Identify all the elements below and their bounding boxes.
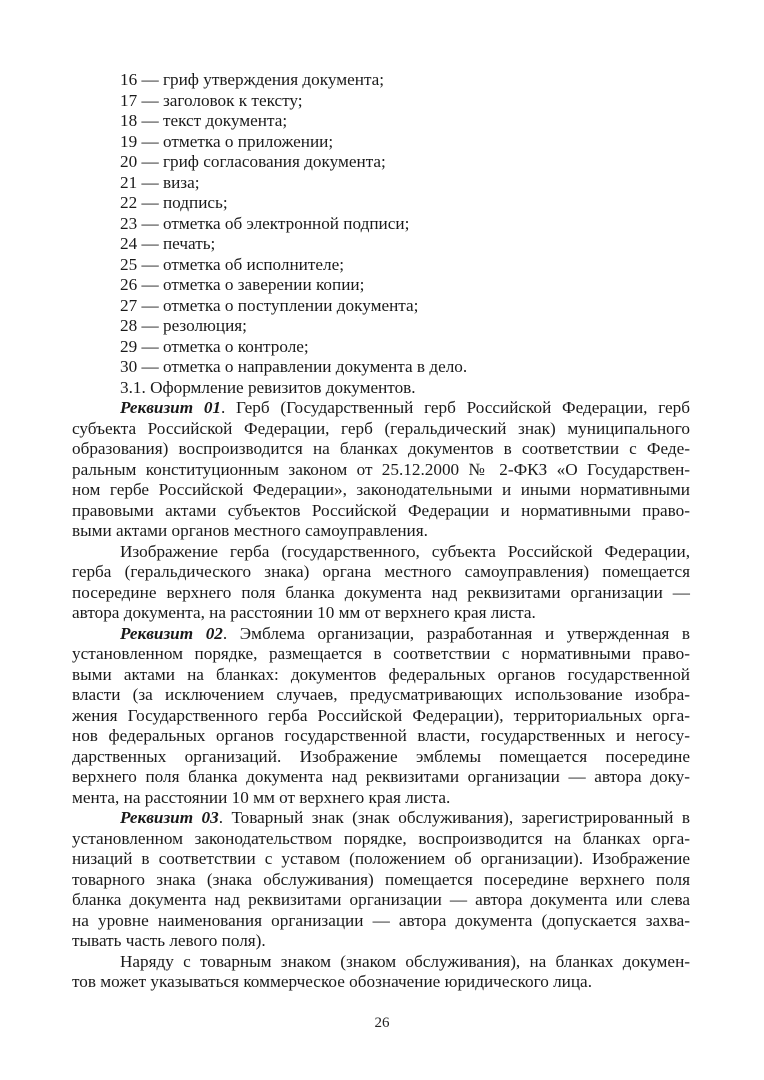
line-text: . Товарный знак (знак обслуживания), зарегистрированный в <box>218 808 690 827</box>
paragraph-line: нов федеральных органов государственной власти, государственных и негосу- <box>72 726 690 745</box>
item-text: отметка о приложении; <box>162 131 334 151</box>
item-text: отметка об электронной подписи; <box>162 213 410 233</box>
paragraph-line <box>72 398 690 419</box>
list-item: 16 — гриф утверждения документа; <box>120 70 385 89</box>
item-number: 30 <box>120 357 138 376</box>
item-text: отметка об исполнителе; <box>162 254 344 274</box>
paragraph-line: низаций в соответствии с уставом (положением об организации). Изображение <box>72 849 690 868</box>
requisite-label: Реквизит 01 <box>120 398 222 417</box>
item-text: гриф утверждения документа; <box>162 70 385 89</box>
paragraph-line: ральным конституционным законом от 25.12.2000 № 2-ФКЗ «О Государствен- <box>72 459 690 479</box>
item-number: 26 <box>120 275 138 294</box>
section-heading: 3.1. Оформление ревизитов документов. <box>120 377 416 397</box>
page-body <box>72 70 690 993</box>
item-text: текст документа; <box>162 111 288 130</box>
paragraph-line: Изображение герба (государственного, субъекта Российской Федерации, <box>120 541 690 561</box>
list-item: 24 — печать; <box>120 234 216 253</box>
item-text: виза; <box>162 172 200 192</box>
list-item: 23 — отметка об электронной подписи; <box>120 213 410 233</box>
list-item: 26 — отметка о заверении копии; <box>120 275 365 294</box>
list-item: 25 — отметка об исполнителе; <box>120 254 344 274</box>
paragraph-line <box>72 808 690 829</box>
item-number: 17 <box>120 90 138 110</box>
item-number: 16 <box>120 70 138 89</box>
paragraph-line: на уровне наименования организации — автора документа (допускается захва- <box>72 910 690 930</box>
line-text: . Эмблема организации, разработанная и утвержденная в <box>222 623 690 643</box>
paragraph-line: субъекта Российской Федерации, герб (геральдический знак) муниципального <box>72 418 690 438</box>
paragraph-line: власти (за исключением случаев, предусматривающих использование изобра- <box>72 685 690 704</box>
item-number: 24 <box>120 234 138 253</box>
paragraph-coat-of-arms-image <box>72 542 690 624</box>
list-item: 21 — виза; <box>120 172 200 192</box>
paragraph-line: Наряду с товарным знаком (знаком обслуживания), на бланках докумен- <box>120 951 690 971</box>
item-number: 21 <box>120 172 138 192</box>
item-number: 19 <box>120 131 138 151</box>
paragraph-line: посередине верхнего поля бланка документа над реквизитами организации — <box>72 582 690 602</box>
list-item: 17 — заголовок к тексту; <box>120 90 303 110</box>
item-text: отметка о поступлении документа; <box>162 295 419 315</box>
paragraph-line: образования) воспроизводится на бланках документов в соответствии с Феде- <box>72 439 690 458</box>
paragraph-requisite-01 <box>72 398 690 542</box>
item-text: гриф согласования документа; <box>162 152 386 171</box>
list-item: 20 — гриф согласования документа; <box>120 152 386 171</box>
list-item: 18 — текст документа; <box>120 111 288 130</box>
requisite-label: Реквизит 03 <box>120 808 219 827</box>
item-number: 25 <box>120 254 138 274</box>
item-number: 27 <box>120 295 138 315</box>
list-item: 30 — отметка о направлении документа в дело. <box>120 357 468 376</box>
paragraph-requisite-02 <box>72 624 690 809</box>
requisite-label: Реквизит 02 <box>120 623 223 643</box>
paragraph-line: жения Государственного герба Российской Федерации), территориальных орга- <box>72 705 690 725</box>
list-item: 29 — отметка о контроле; <box>120 336 309 356</box>
paragraph-commercial-designation <box>72 952 690 993</box>
paragraph-line: правовыми актами субъектов Российской Федерации и нормативными право- <box>72 500 690 520</box>
list-item: 19 — отметка о приложении; <box>120 131 334 151</box>
item-number: 23 <box>120 213 138 233</box>
item-number: 20 <box>120 152 138 171</box>
paragraph-line: тывать часть левого поля). <box>72 931 266 950</box>
item-number: 22 <box>120 193 138 212</box>
item-text: отметка о заверении копии; <box>162 275 365 294</box>
requisites-list <box>72 70 690 378</box>
paragraph-line: бланка документа над реквизитами организации — автора документа или слева <box>72 890 690 909</box>
paragraph-line: выми актами органов местного самоуправления. <box>72 521 428 540</box>
item-number: 29 <box>120 336 138 356</box>
paragraph-line: автора документа, на расстоянии 10 мм от верхнего края листа. <box>72 603 536 622</box>
list-item: 22 — подпись; <box>120 193 228 212</box>
list-item: 28 — резолюция; <box>120 316 247 335</box>
paragraph-line: установленном законодательством порядке, воспроизводится на бланках орга- <box>72 828 690 848</box>
item-text: печать; <box>162 234 216 253</box>
item-text: подпись; <box>162 193 228 212</box>
paragraph-line: дарственных организаций. Изображение эмблемы помещается посередине <box>72 746 690 766</box>
paragraph-line: установленном порядке, размещается в соответствии с нормативными право- <box>72 644 690 663</box>
list-item: 27 — отметка о поступлении документа; <box>120 295 419 315</box>
line-text: . Герб (Государственный герб Российской Федерации, герб <box>221 398 690 417</box>
paragraph-line <box>72 624 690 645</box>
item-number: 28 <box>120 316 138 335</box>
paragraph-line: тов может указываться коммерческое обозначение юридического лица. <box>72 972 592 991</box>
item-text: отметка о направлении документа в дело. <box>162 357 468 376</box>
paragraph-requisite-03 <box>72 808 690 952</box>
paragraph-line: товарного знака (знака обслуживания) помещается посередине верхнего поля <box>72 869 690 889</box>
paragraph-line: ном гербе Российской Федерации», законодательными и иными нормативными <box>72 480 690 499</box>
paragraph-line: верхнего поля бланка документа над реквизитами организации — автора доку- <box>72 767 690 786</box>
item-text: отметка о контроле; <box>162 336 309 356</box>
paragraph-line: герба (геральдического знака) органа местного самоуправления) помещается <box>72 562 690 581</box>
paragraph-line: выми актами на бланках: документов федеральных органов государственной <box>72 664 690 684</box>
page-number: 26 <box>374 1015 390 1031</box>
item-number: 18 <box>120 111 138 130</box>
item-text: резолюция; <box>162 316 247 335</box>
paragraph-line: мента, на расстоянии 10 мм от верхнего края листа. <box>72 787 451 807</box>
item-text: заголовок к тексту; <box>162 90 303 110</box>
